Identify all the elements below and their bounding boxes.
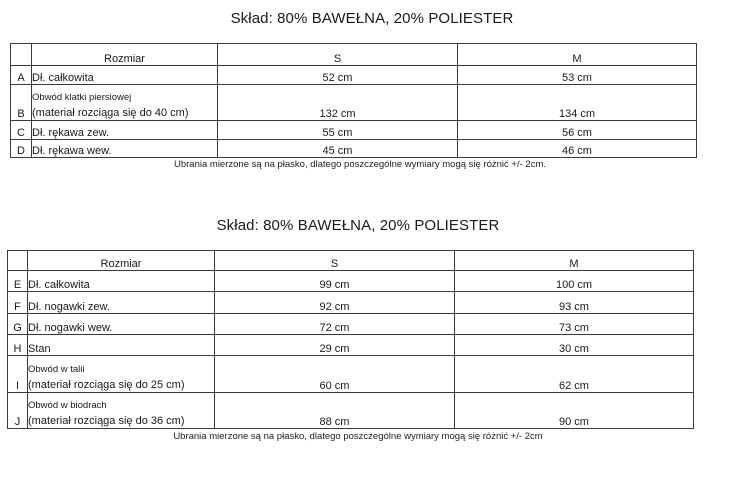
row-value-s: 88 cm xyxy=(215,393,455,429)
row-label: Dł. całkowita xyxy=(32,66,218,85)
table-row xyxy=(8,314,694,335)
row-label-sub: (materiał rozciąga się do 25 cm) xyxy=(28,379,185,391)
table-row xyxy=(8,335,694,356)
row-value-s: 29 cm xyxy=(215,335,455,356)
row-value-m: 56 cm xyxy=(458,121,697,140)
row-label-top: Obwód w biodrach xyxy=(28,400,107,411)
row-code: E xyxy=(8,271,28,292)
table-row xyxy=(11,66,697,85)
row-value-m: 90 cm xyxy=(455,393,694,429)
row-code: A xyxy=(11,66,32,85)
row-label-top: Obwód w talii xyxy=(28,364,85,375)
row-value-m: 73 cm xyxy=(455,314,694,335)
table-row xyxy=(8,271,694,292)
row-value-s: 99 cm xyxy=(215,271,455,292)
measurement-note-1: Ubrania mierzone są na płasko, dlatego poszczególne wymiary mogą się różnić +/- 2cm. xyxy=(174,159,546,170)
row-value-s: 55 cm xyxy=(218,121,458,140)
row-label xyxy=(28,393,215,429)
row-label: Dł. nogawki wew. xyxy=(28,314,215,335)
row-value-m: 53 cm xyxy=(458,66,697,85)
row-label: Stan xyxy=(28,335,215,356)
header-size-m: M xyxy=(455,251,694,271)
row-label: Dł. rękawa zew. xyxy=(32,121,218,140)
header-size-label: Rozmiar xyxy=(28,251,215,271)
table-row xyxy=(11,85,697,121)
table-header-row xyxy=(8,251,694,271)
table2-title: Skład: 80% BAWEŁNA, 20% POLIESTER xyxy=(216,217,500,234)
row-code: B xyxy=(11,85,32,121)
row-code: H xyxy=(8,335,28,356)
table-row xyxy=(8,393,694,429)
row-code: D xyxy=(11,140,32,158)
row-code: I xyxy=(8,356,28,393)
row-code: J xyxy=(8,393,28,429)
row-label xyxy=(32,85,218,121)
row-value-m: 100 cm xyxy=(455,271,694,292)
row-value-m: 46 cm xyxy=(458,140,697,158)
row-code: C xyxy=(11,121,32,140)
header-size-m: M xyxy=(458,44,697,66)
header-code-cell xyxy=(8,251,28,271)
row-value-m: 62 cm xyxy=(455,356,694,393)
measurement-note-2: Ubrania mierzone są na płasko, dlatego poszczególne wymiary mogą się różnić +/- 2cm xyxy=(173,431,543,442)
table-row xyxy=(8,292,694,314)
row-value-m: 134 cm xyxy=(458,85,697,121)
row-value-m: 93 cm xyxy=(455,292,694,314)
row-code: G xyxy=(8,314,28,335)
row-value-s: 60 cm xyxy=(215,356,455,393)
row-value-s: 52 cm xyxy=(218,66,458,85)
row-value-s: 132 cm xyxy=(218,85,458,121)
header-size-label: Rozmiar xyxy=(32,44,218,66)
row-value-s: 92 cm xyxy=(215,292,455,314)
table-row xyxy=(11,121,697,140)
header-size-s: S xyxy=(218,44,458,66)
row-code: F xyxy=(8,292,28,314)
size-table-2 xyxy=(7,250,694,429)
table1-title: Skład: 80% BAWEŁNA, 20% POLIESTER xyxy=(230,10,514,27)
table-row xyxy=(11,140,697,158)
table-header-row xyxy=(11,44,697,66)
row-value-s: 45 cm xyxy=(218,140,458,158)
header-code-cell xyxy=(11,44,32,66)
row-label: Dł. całkowita xyxy=(28,271,215,292)
row-label xyxy=(28,356,215,393)
header-size-s: S xyxy=(215,251,455,271)
row-label: Dł. nogawki zew. xyxy=(28,292,215,314)
row-value-s: 72 cm xyxy=(215,314,455,335)
row-label: Dł. rękawa wew. xyxy=(32,140,218,158)
size-table-1 xyxy=(10,43,697,158)
row-label-top: Obwód klatki piersiowej xyxy=(32,92,132,103)
row-label-sub: (materiał rozciąga się do 36 cm) xyxy=(28,415,185,427)
table-row xyxy=(8,356,694,393)
row-label-sub: (materiał rozciąga się do 40 cm) xyxy=(32,107,189,119)
row-value-m: 30 cm xyxy=(455,335,694,356)
